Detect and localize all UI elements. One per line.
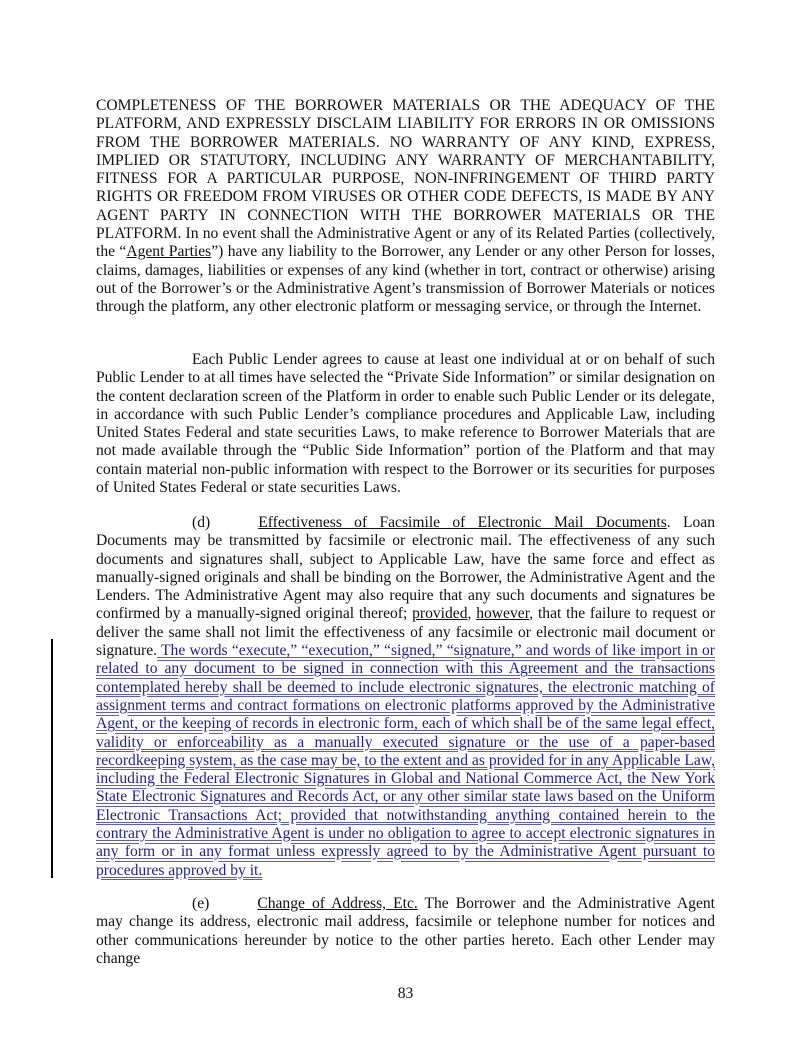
paragraph-public-lender	[96, 351, 715, 497]
section-label-d: (d)	[192, 514, 211, 531]
paragraph-e-change-of-address	[96, 895, 715, 968]
section-e-text: The Borrower and the Administrative Agent may change its address, electronic mail address, facsimile or telephone number for notices and other communications hereunder by notice to the other parties hereto. Each other Lender may change	[96, 895, 715, 967]
section-d-text: . Loan Documents may be transmitted by facsimile or electronic mail. The effectiveness of any such documents and signatures shall, subject to Applicable Law, have the same force and effect as manually-signed originals and shall be binding on the Borrower, the Administrative Agent and the Lenders. The Administrative Agent may also require that any such documents and signatures be confirmed by a manually-signed original thereof;	[96, 514, 715, 623]
inserted-redline-text: The words “execute,” “execution,” “signed,” “signature,” and words of like import in or related to any document to be signed in connection with this Agreement and the transactions contemplated hereby shall be deemed to include electronic signatures, the electronic matching of assignment terms and contract formations on electronic platforms approved by the Administrative Agent, or the keeping of records in electronic form, each of which shall be of the same legal effect, validity or enforceability as a manually executed signature or the use of a paper-based recordkeeping system, as the case may be, to the extent and as provided for in any Applicable Law, including the Federal Electronic Signatures in Global and National Commerce Act, the New York State Electronic Signatures and Records Act, or any other similar state laws based on the Uniform Electronic Transactions Act; provided that notwithstanding anything contained herein to the contrary the Administrative Agent is under no obligation to agree to accept electronic signatures in any form or in any format unless expressly agreed to by the Administrative Agent pursuant to procedures approved by it.	[96, 642, 715, 879]
page-number: 83	[397, 985, 414, 1002]
defined-term-agent-parties: Agent Parties	[126, 243, 212, 261]
change-bar	[51, 639, 53, 878]
public-lender-text: Each Public Lender agrees to cause at least one individual at or on behalf of such Public Lender to at all times have selected the “Private Side Information” or similar designation on the content declaration screen of the Platform in order to enable such Public Lender or its delegate, in accordance with such Public Lender’s compliance procedures and Applicable Law, including United States Federal and state securities Laws, to make reference to Borrower Materials that are not made available through the “Public Side Information” portion of the Platform and that may contain material non-public information with respect to the Borrower or its securities for purposes of United States Federal or state securities Laws.	[96, 351, 715, 497]
section-heading-e: Change of Address, Etc.	[257, 895, 418, 912]
disclaimer-text: COMPLETENESS OF THE BORROWER MATERIALS OR THE ADEQUACY OF THE PLATFORM, AND EXPRESSLY DISCLAIM LIABILITY FOR ERRORS IN OR OMISSIONS FROM THE BORROWER MATERIALS. NO WARRANTY OF ANY KIND, EXPRESS, IMPLIED OR STATUTORY, INCLUDING ANY WARRANTY OF MERCHANTABILITY, FITNESS FOR A PARTICULAR PURPOSE, NON-INFRINGEMENT OF THIRD PARTY RIGHTS OR FREEDOM FROM VIRUSES OR OTHER CODE DEFECTS, IS MADE BY ANY AGENT PARTY IN CONNECTION WITH THE BORROWER MATERIALS OR THE PLATFORM. In no event shall the Administrative Agent or any of its Related Parties (collectively, the “	[96, 97, 715, 261]
section-heading-d: Effectiveness of Facsimile of Electronic Mail Documents	[258, 514, 667, 531]
disclaimer-text-continued: ”) have any liability to the Borrower, any Lender or any other Person for losses, claims, damages, liabilities or expenses of any kind (whether in tort, contract or otherwise) arising out of the Borrower’s or the Administrative Agent’s transmission of Borrower Materials or notices through the platform, any other electronic platform or messaging service, or through the Internet.	[96, 243, 715, 316]
paragraph-disclaimer	[96, 97, 715, 317]
section-label-e: (e)	[192, 895, 210, 912]
section-d-text-continued: , that the failure to request or deliver the same shall not limit the effectiveness of any facsimile or electronic mail document or signature.	[96, 605, 716, 660]
term-however: however	[476, 605, 530, 623]
term-provided: provided	[412, 605, 468, 623]
paragraph-d-effectiveness	[96, 514, 715, 880]
comma-text: ,	[467, 605, 477, 623]
